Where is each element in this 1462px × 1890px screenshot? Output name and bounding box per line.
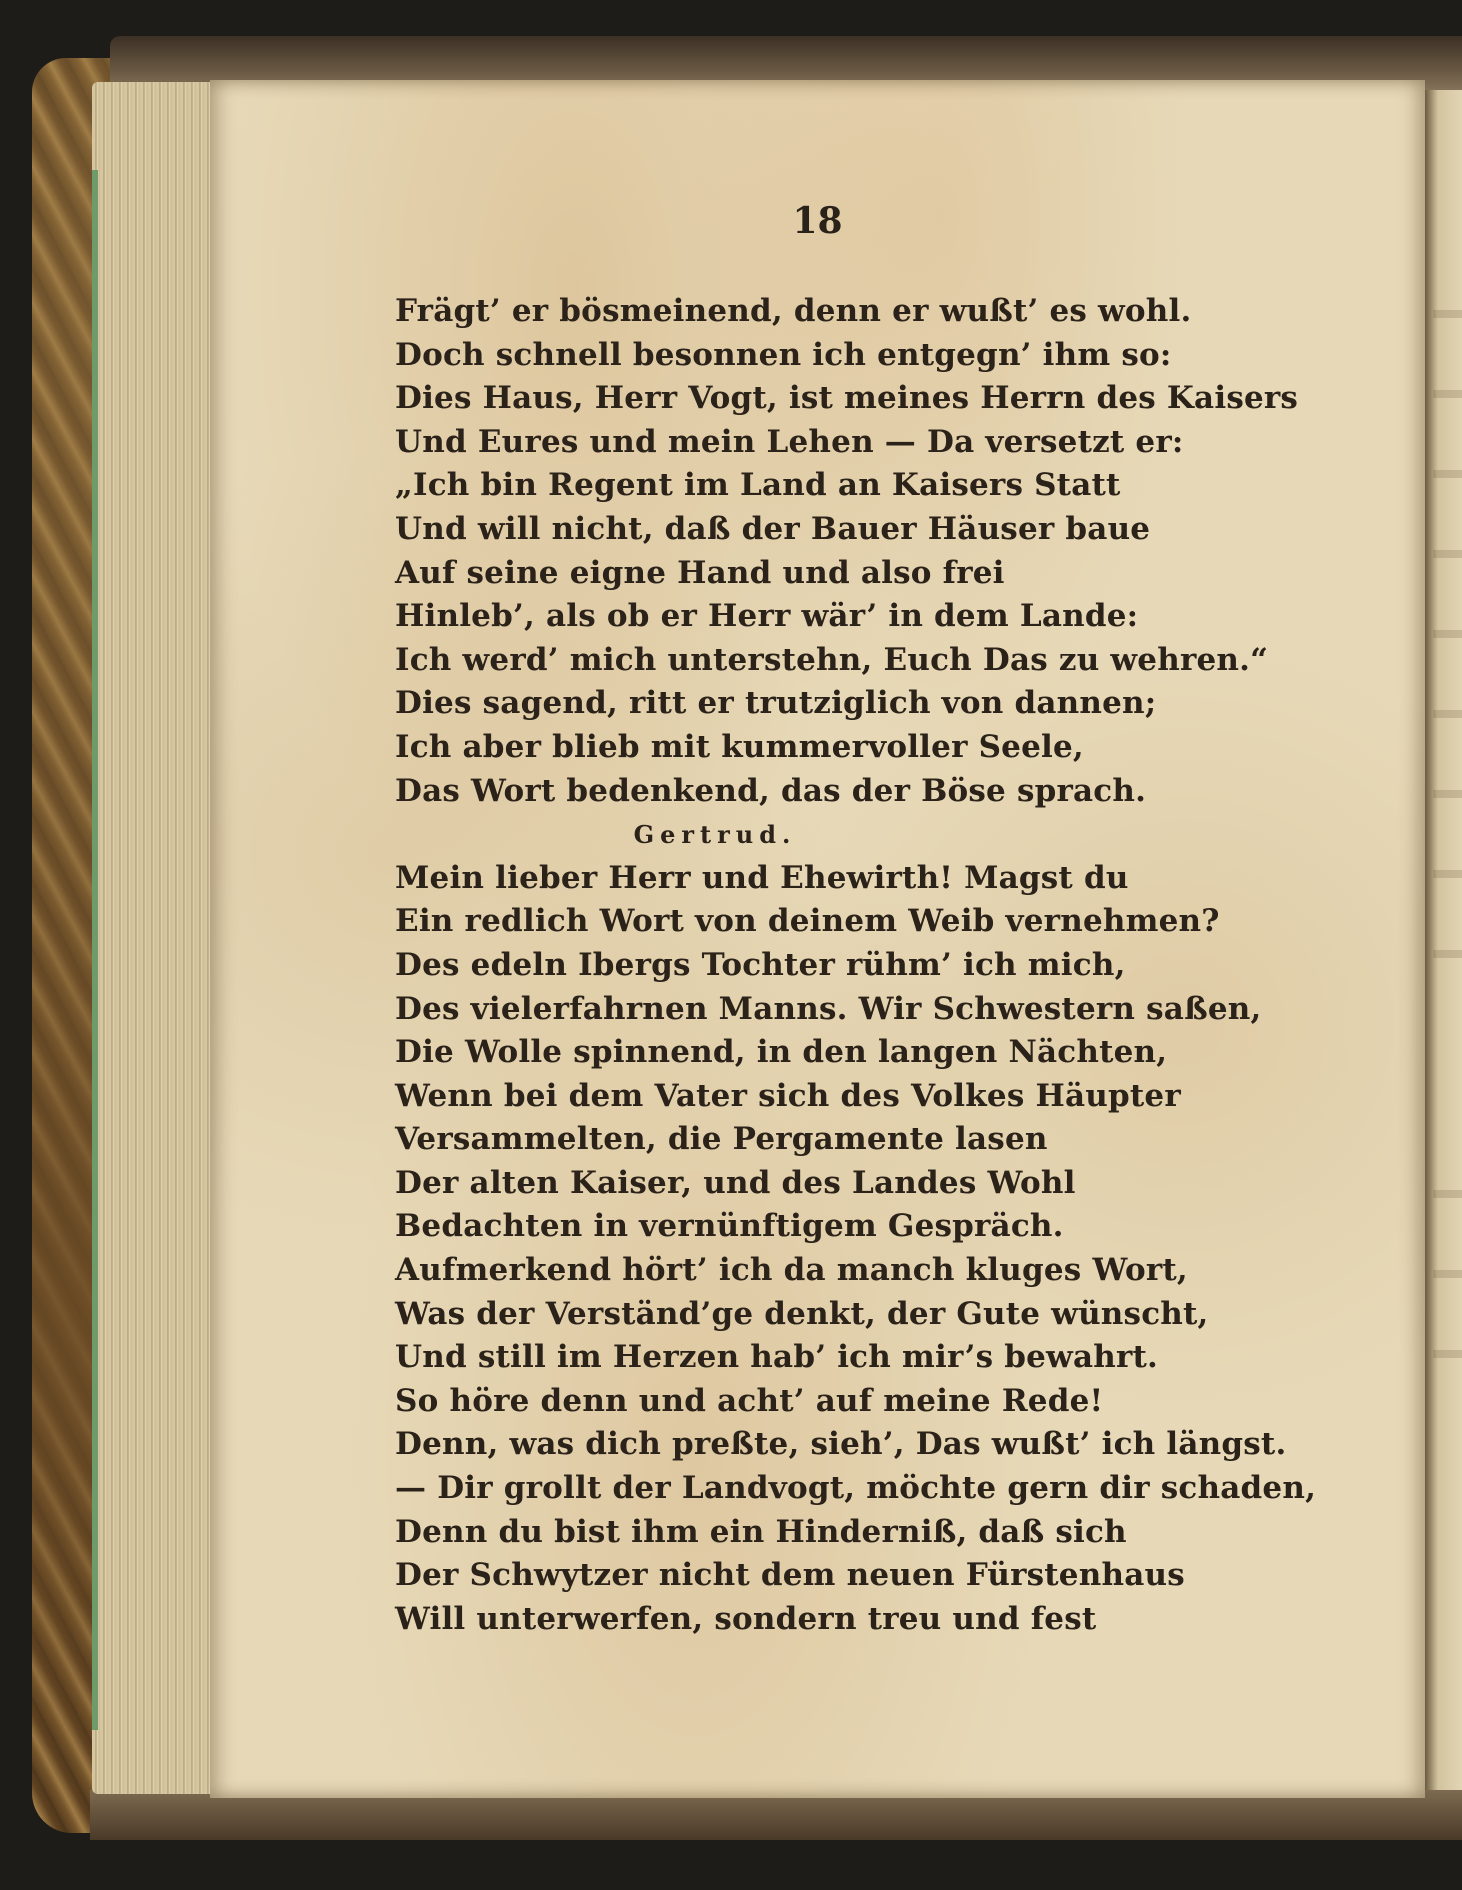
- show-through-mark: [1433, 550, 1462, 558]
- verse-block: [395, 290, 1395, 1641]
- page-number: 18: [792, 200, 843, 242]
- verse-line: Und will nicht, daß der Bauer Häuser baue: [395, 510, 1151, 547]
- verse-line: Bedachten in vernünftigem Gespräch.: [395, 1208, 1064, 1245]
- verse-line: Was der Verständ’ge denkt, der Gute wünscht,: [395, 1295, 1209, 1332]
- speaker-name: Gertrud.: [633, 820, 797, 850]
- verse-line: Ein redlich Wort von deinem Weib vernehmen?: [395, 903, 1220, 940]
- show-through-mark: [1433, 470, 1462, 478]
- show-through-mark: [1433, 310, 1462, 318]
- next-page-edge: [1425, 90, 1462, 1790]
- verse-line: Der Schwytzer nicht dem neuen Fürstenhaus: [395, 1557, 1185, 1594]
- show-through-mark: [1433, 710, 1462, 718]
- verse-line: So höre denn und acht’ auf meine Rede!: [395, 1382, 1104, 1419]
- verse-line: Auf seine eigne Hand und also frei: [395, 554, 1005, 591]
- verse-line: Ich werd’ mich unterstehn, Euch Das zu wehren.“: [395, 641, 1269, 678]
- verse-line: — Dir grollt der Landvogt, möchte gern dir schaden,: [395, 1470, 1317, 1507]
- book-page: [210, 80, 1425, 1798]
- verse-line: Dies sagend, ritt er trutziglich von dannen;: [395, 685, 1157, 722]
- verse-line: Und still im Herzen hab’ ich mir’s bewahrt.: [395, 1339, 1159, 1376]
- verse-line: Denn, was dich preßte, sieh’, Das wußt’ ich längst.: [395, 1426, 1287, 1463]
- show-through-mark: [1433, 950, 1462, 958]
- verse-line: Denn du bist ihm ein Hinderniß, daß sich: [395, 1513, 1127, 1550]
- show-through-mark: [1433, 1350, 1462, 1358]
- verse-line: Die Wolle spinnend, in den langen Nächten,: [395, 1034, 1168, 1071]
- verse-line: Will unterwerfen, sondern treu und fest: [395, 1600, 1097, 1637]
- verse-line: Das Wort bedenkend, das der Böse sprach.: [395, 772, 1147, 809]
- verse-line: Aufmerkend hört’ ich da manch kluges Wort,: [395, 1252, 1188, 1289]
- show-through-mark: [1433, 790, 1462, 798]
- verse-line: Der alten Kaiser, und des Landes Wohl: [395, 1164, 1076, 1201]
- show-through-mark: [1433, 1190, 1462, 1198]
- verse-line: Doch schnell besonnen ich entgegn’ ihm so:: [395, 336, 1172, 373]
- verse-line: Wenn bei dem Vater sich des Volkes Häupter: [395, 1077, 1181, 1114]
- verse-line: Des edeln Ibergs Tochter rühm’ ich mich,: [395, 946, 1126, 983]
- show-through-mark: [1433, 390, 1462, 398]
- verse-line: Ich aber blieb mit kummervoller Seele,: [395, 728, 1084, 765]
- show-through-mark: [1433, 630, 1462, 638]
- verse-line: Frägt’ er bösmeinend, denn er wußt’ es wohl.: [395, 293, 1192, 329]
- verse-line: Des vielerfahrnen Manns. Wir Schwestern saßen,: [395, 990, 1262, 1027]
- verse-line: „Ich bin Regent im Land an Kaisers Statt: [395, 467, 1121, 504]
- page-edge-green-stain: [92, 170, 98, 1730]
- verse-line: Hinleb’, als ob er Herr wär’ in dem Lande:: [395, 598, 1139, 635]
- verse-line: Und Eures und mein Lehen — Da versetzt er:: [395, 423, 1184, 460]
- verse-line: Versammelten, die Pergamente lasen: [395, 1121, 1048, 1158]
- verse-line: Dies Haus, Herr Vogt, ist meines Herrn des Kaisers: [395, 380, 1299, 417]
- verse-line: Mein lieber Herr und Ehewirth! Magst du: [395, 859, 1129, 896]
- show-through-mark: [1433, 1270, 1462, 1278]
- show-through-mark: [1433, 870, 1462, 878]
